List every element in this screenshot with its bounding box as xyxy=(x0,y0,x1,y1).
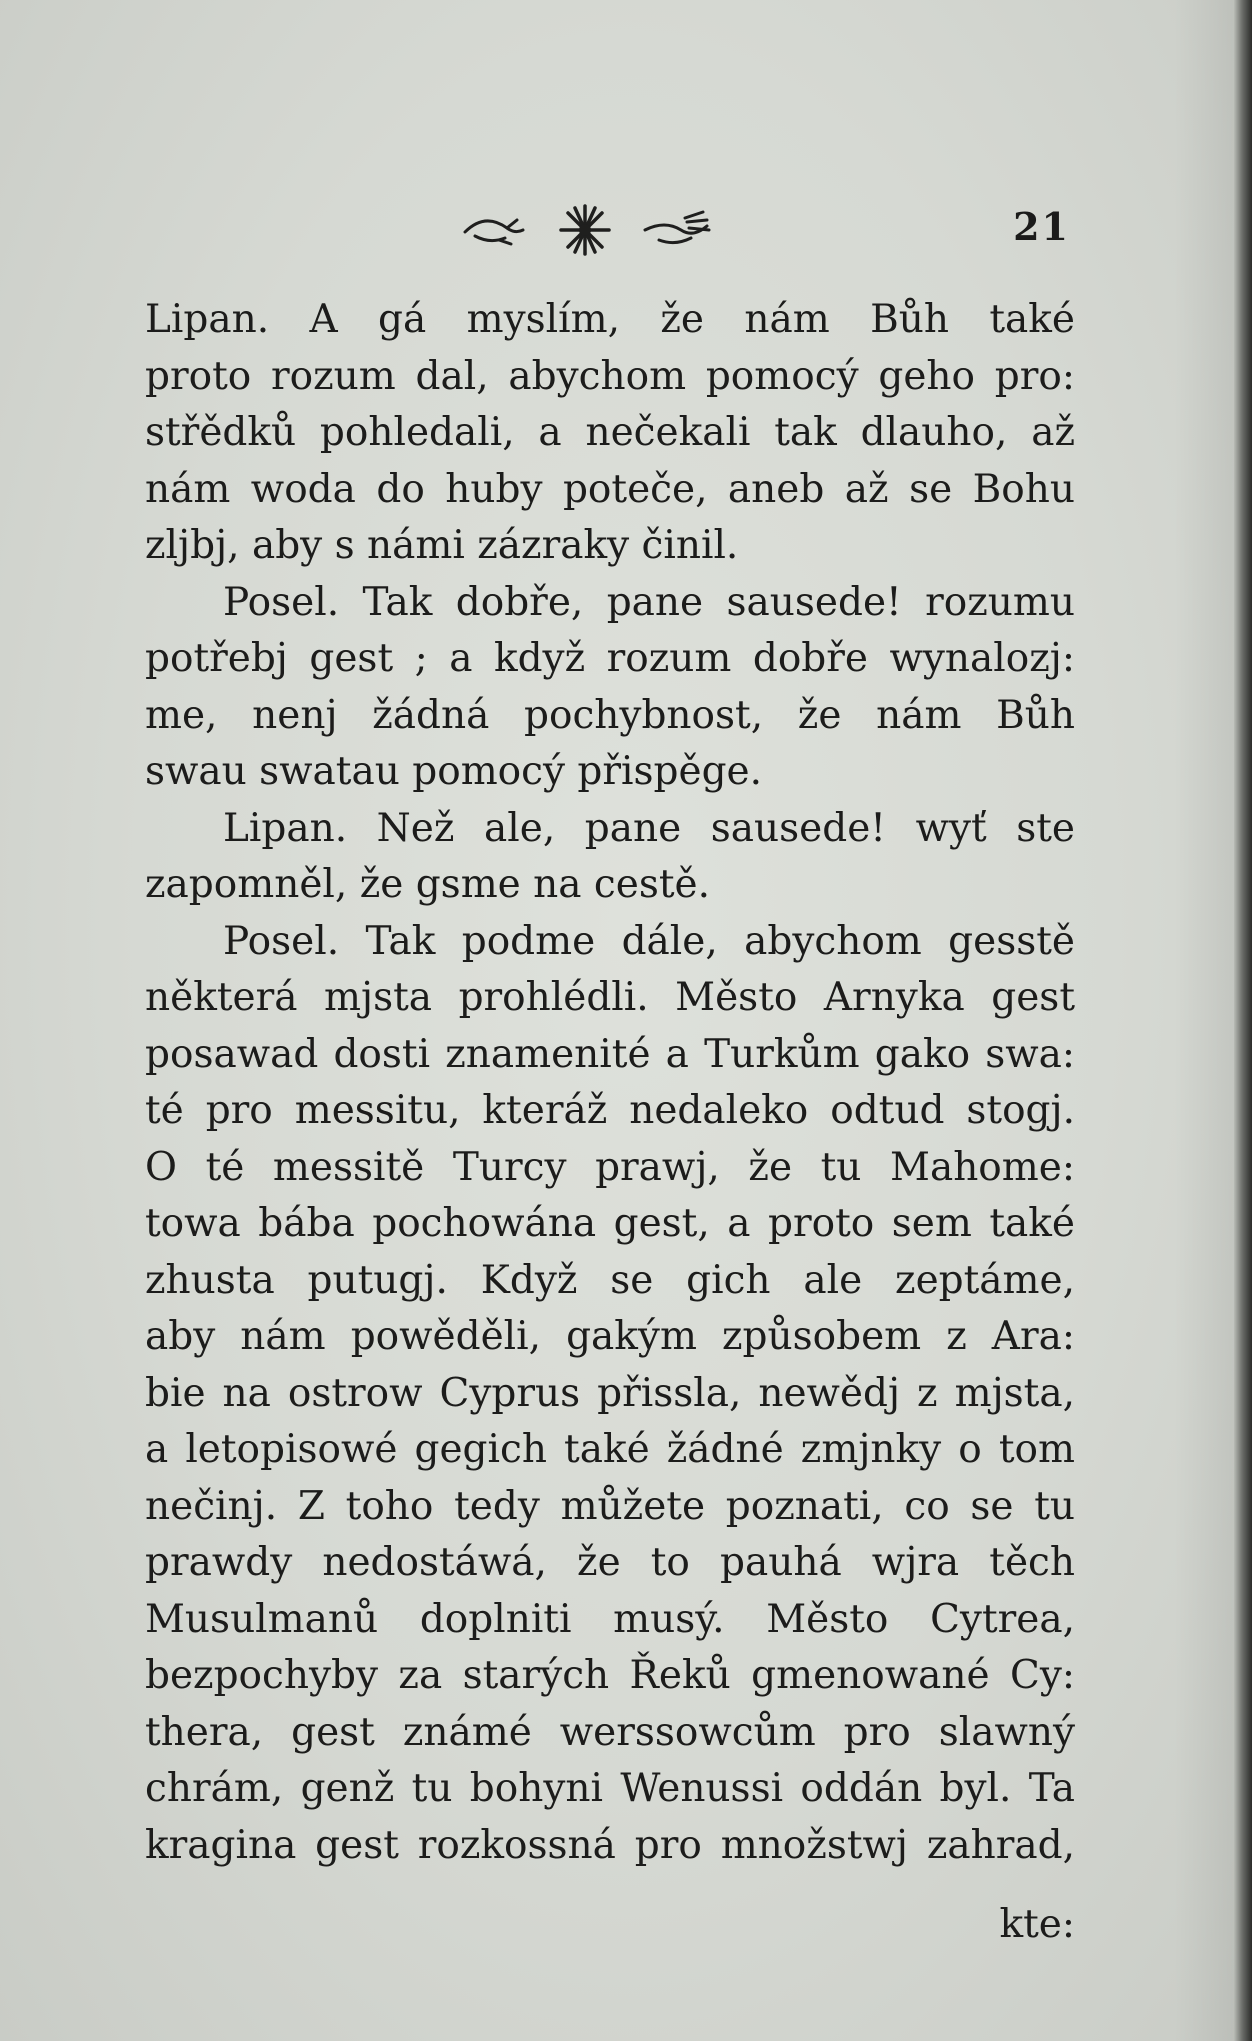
text-line: bezpochyby za starých Řeků gmenowané Cy: xyxy=(145,1653,1075,1698)
ornament-icon xyxy=(445,200,725,260)
text-line: Posel. Tak dobře, pane sausede! rozumu xyxy=(223,579,1075,625)
text-line: některá mjsta prohlédli. Město Arnyka gest xyxy=(145,975,1075,1020)
text-line: me, nenj žádná pochybnost, že nám Bůh xyxy=(145,692,1075,738)
body-text xyxy=(145,292,1075,1874)
text-line: střědků pohledali, a nečekali tak dlauho, až xyxy=(145,410,1075,455)
text-line: zljbj, aby s námi zázraky činil. xyxy=(145,523,739,568)
text-line: zapomněl, že gsme na cestě. xyxy=(145,862,711,907)
text-line: potřebj gest ; a když rozum dobře wynalozj: xyxy=(145,636,1075,681)
text-line: swau swatau pomocý přispěge. xyxy=(145,749,763,794)
text-line: a letopisowé gegich také žádné zmjnky o tom xyxy=(145,1427,1075,1472)
text-line: nečinj. Z toho tedy můžete poznati, co se tu xyxy=(145,1483,1075,1529)
text-line: chrám, genž tu bohyni Wenussi oddán byl. Ta xyxy=(145,1766,1075,1811)
text-line: bie na ostrow Cyprus přissla, newědj z mjsta, xyxy=(145,1370,1075,1416)
text-line: Musulmanů doplniti musý. Město Cytrea, xyxy=(145,1596,1075,1642)
text-line: kragina gest rozkossná pro množstwj zahrad, xyxy=(145,1822,1075,1868)
text-line: O té messitě Turcy prawj, že tu Mahome: xyxy=(145,1144,1075,1190)
text-line: Lipan. A gá myslím, že nám Bůh také xyxy=(145,297,1075,342)
text-line: thera, gest známé werssowcům pro slawný xyxy=(145,1709,1075,1755)
catchword: kte: xyxy=(999,1902,1075,1947)
text-line: aby nám powěděli, gakým způsobem z Ara: xyxy=(145,1314,1075,1359)
page-number: 21 xyxy=(1013,204,1070,249)
text-line: proto rozum dal, abychom pomocý geho pro: xyxy=(145,353,1075,399)
text-line: nám woda do huby poteče, aneb až se Bohu xyxy=(145,466,1075,512)
text-line: té pro messitu, kteráž nedaleko odtud stogj. xyxy=(145,1088,1075,1133)
page-header xyxy=(145,200,1070,260)
text-line: towa bába pochowána gest, a proto sem také xyxy=(145,1201,1075,1246)
binding-edge xyxy=(1234,0,1252,2041)
text-line: posawad dosti znamenité a Turkům gako swa: xyxy=(145,1031,1075,1077)
text-line: Lipan. Než ale, pane sausede! wyť ste xyxy=(223,805,1075,851)
text-line: zhusta putugj. Když se gich ale zeptáme, xyxy=(145,1257,1075,1303)
text-line: prawdy nedostáwá, že to pauhá wjra těch xyxy=(145,1540,1075,1585)
text-line: Posel. Tak podme dále, abychom gesstě xyxy=(223,918,1075,964)
binding-shadow xyxy=(1174,0,1234,2041)
